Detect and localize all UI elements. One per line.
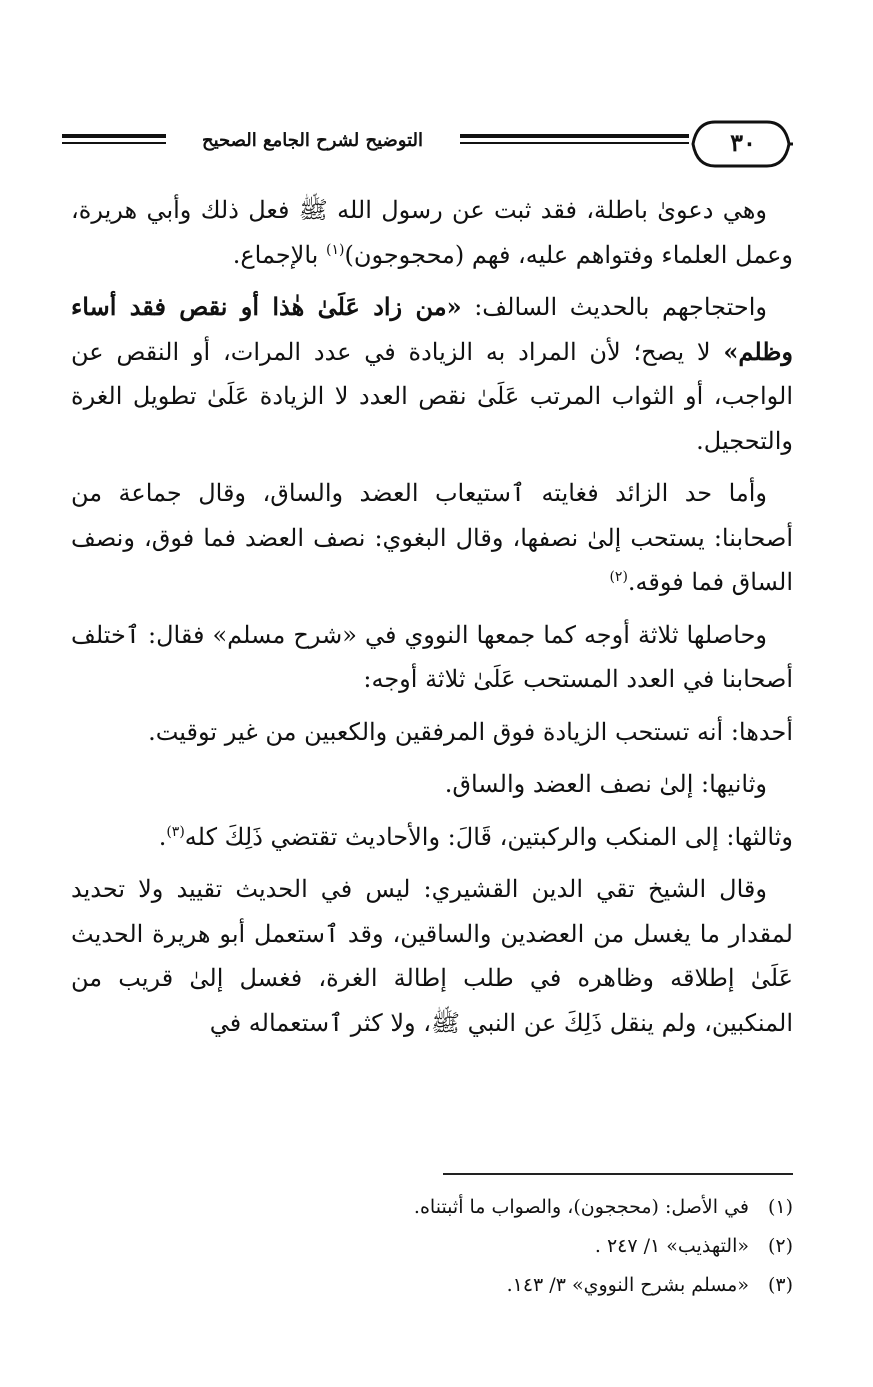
paragraph-3-text: وأما حد الزائد فغايته ٱستيعاب العضد والساق، وقال جماعة من أصحابنا: يستحب إلىٰ نصفها، وقال البغوي: نصف العضد فما فوق، ونصف الساق فما فوقه. bbox=[71, 479, 793, 596]
hadith-quote: «من زاد عَلَىٰ هٰذا أو نقص فقد أساء وظلم» bbox=[71, 292, 793, 366]
footnote-text: في الأصل: (محججون)، والصواب ما أثبتناه. bbox=[413, 1196, 749, 1218]
paragraph-2 bbox=[71, 285, 793, 463]
page-number: ٣٠ bbox=[730, 128, 756, 157]
paragraph-3 bbox=[71, 471, 793, 605]
running-title: التوضيح لشرح الجامع الصحيح bbox=[201, 130, 424, 151]
paragraph-7-text-b: . bbox=[158, 822, 167, 851]
paragraph-1-text-a: وهي دعوىٰ باطلة، فقد ثبت عن رسول الله ﷺ فعل ذلك وأبي هريرة، وعمل العلماء وفتواهم عليه، فهم (محجوجون) bbox=[71, 196, 793, 269]
footnote-mark: (٢) bbox=[767, 1235, 793, 1257]
header-rule-left-thin bbox=[62, 142, 166, 144]
footnote-mark: (١) bbox=[767, 1196, 793, 1218]
paragraph-1-text-b: بالإجماع. bbox=[232, 240, 326, 269]
footnote-2 bbox=[71, 1227, 793, 1266]
footnote-ref-1[interactable]: (١) bbox=[325, 241, 345, 258]
paragraph-1 bbox=[71, 188, 793, 277]
footnotes bbox=[71, 1188, 793, 1305]
header-rule-right-thin bbox=[460, 142, 689, 144]
footnote-mark: (٣) bbox=[767, 1274, 793, 1296]
footnote-1 bbox=[71, 1188, 793, 1227]
paragraph-8: وقال الشيخ تقي الدين القشيري: ليس في الحديث تقييد ولا تحديد لمقدار ما يغسل من العضدين والساقين، وقد ٱستعمل أبو هريرة الحديث عَلَىٰ إطلاقه وظاهره في طلب إطالة الغرة، فغسل إلىٰ قريب من المنكبين، ولم ينقل ذَلِكَ عن النبي ﷺ، ولا كثر ٱستعماله في bbox=[71, 875, 793, 1037]
paragraph-5: أحدها: أنه تستحب الزيادة فوق المرفقين والكعبين من غير توقيت. bbox=[148, 717, 793, 746]
paragraph-4: وحاصلها ثلاثة أوجه كما جمعها النووي في «شرح مسلم» فقال: ٱختلف أصحابنا في العدد المستحب عَلَىٰ ثلاثة أوجه: bbox=[71, 620, 793, 693]
main-text bbox=[71, 188, 793, 1053]
paragraph-2-text-a: واحتجاجهم بالحديث السالف: bbox=[461, 293, 767, 321]
footnote-ref-3[interactable]: (٣) bbox=[166, 823, 185, 840]
footnote-ref-2[interactable]: (٢) bbox=[609, 569, 628, 585]
paragraph-7 bbox=[71, 815, 793, 860]
footnote-text: «التهذيب» ١/ ٢٤٧ . bbox=[594, 1235, 749, 1257]
running-header bbox=[62, 118, 793, 174]
header-rule-right bbox=[460, 134, 689, 138]
paragraph-7-text-a: وثالثها: إلى المنكب والركبتين، قَالَ: والأحاديث تقتضي ذَلِكَ كله bbox=[184, 822, 793, 851]
footnote-separator bbox=[443, 1173, 793, 1175]
paragraph-6: وثانيها: إلىٰ نصف العضد والساق. bbox=[444, 770, 767, 798]
paragraph-2-text-b: لا يصح؛ لأن المراد به الزيادة في عدد المرات، أو النقص عن الواجب، أو الثواب المرتب عَلَىٰ نقص العدد لا الزيادة عَلَىٰ تطويل الغرة والتحجيل. bbox=[71, 337, 793, 455]
footnote-3 bbox=[71, 1266, 793, 1305]
header-rule-left bbox=[62, 134, 166, 138]
footnote-text: «مسلم بشرح النووي» ٣/ ١٤٣. bbox=[506, 1274, 749, 1296]
